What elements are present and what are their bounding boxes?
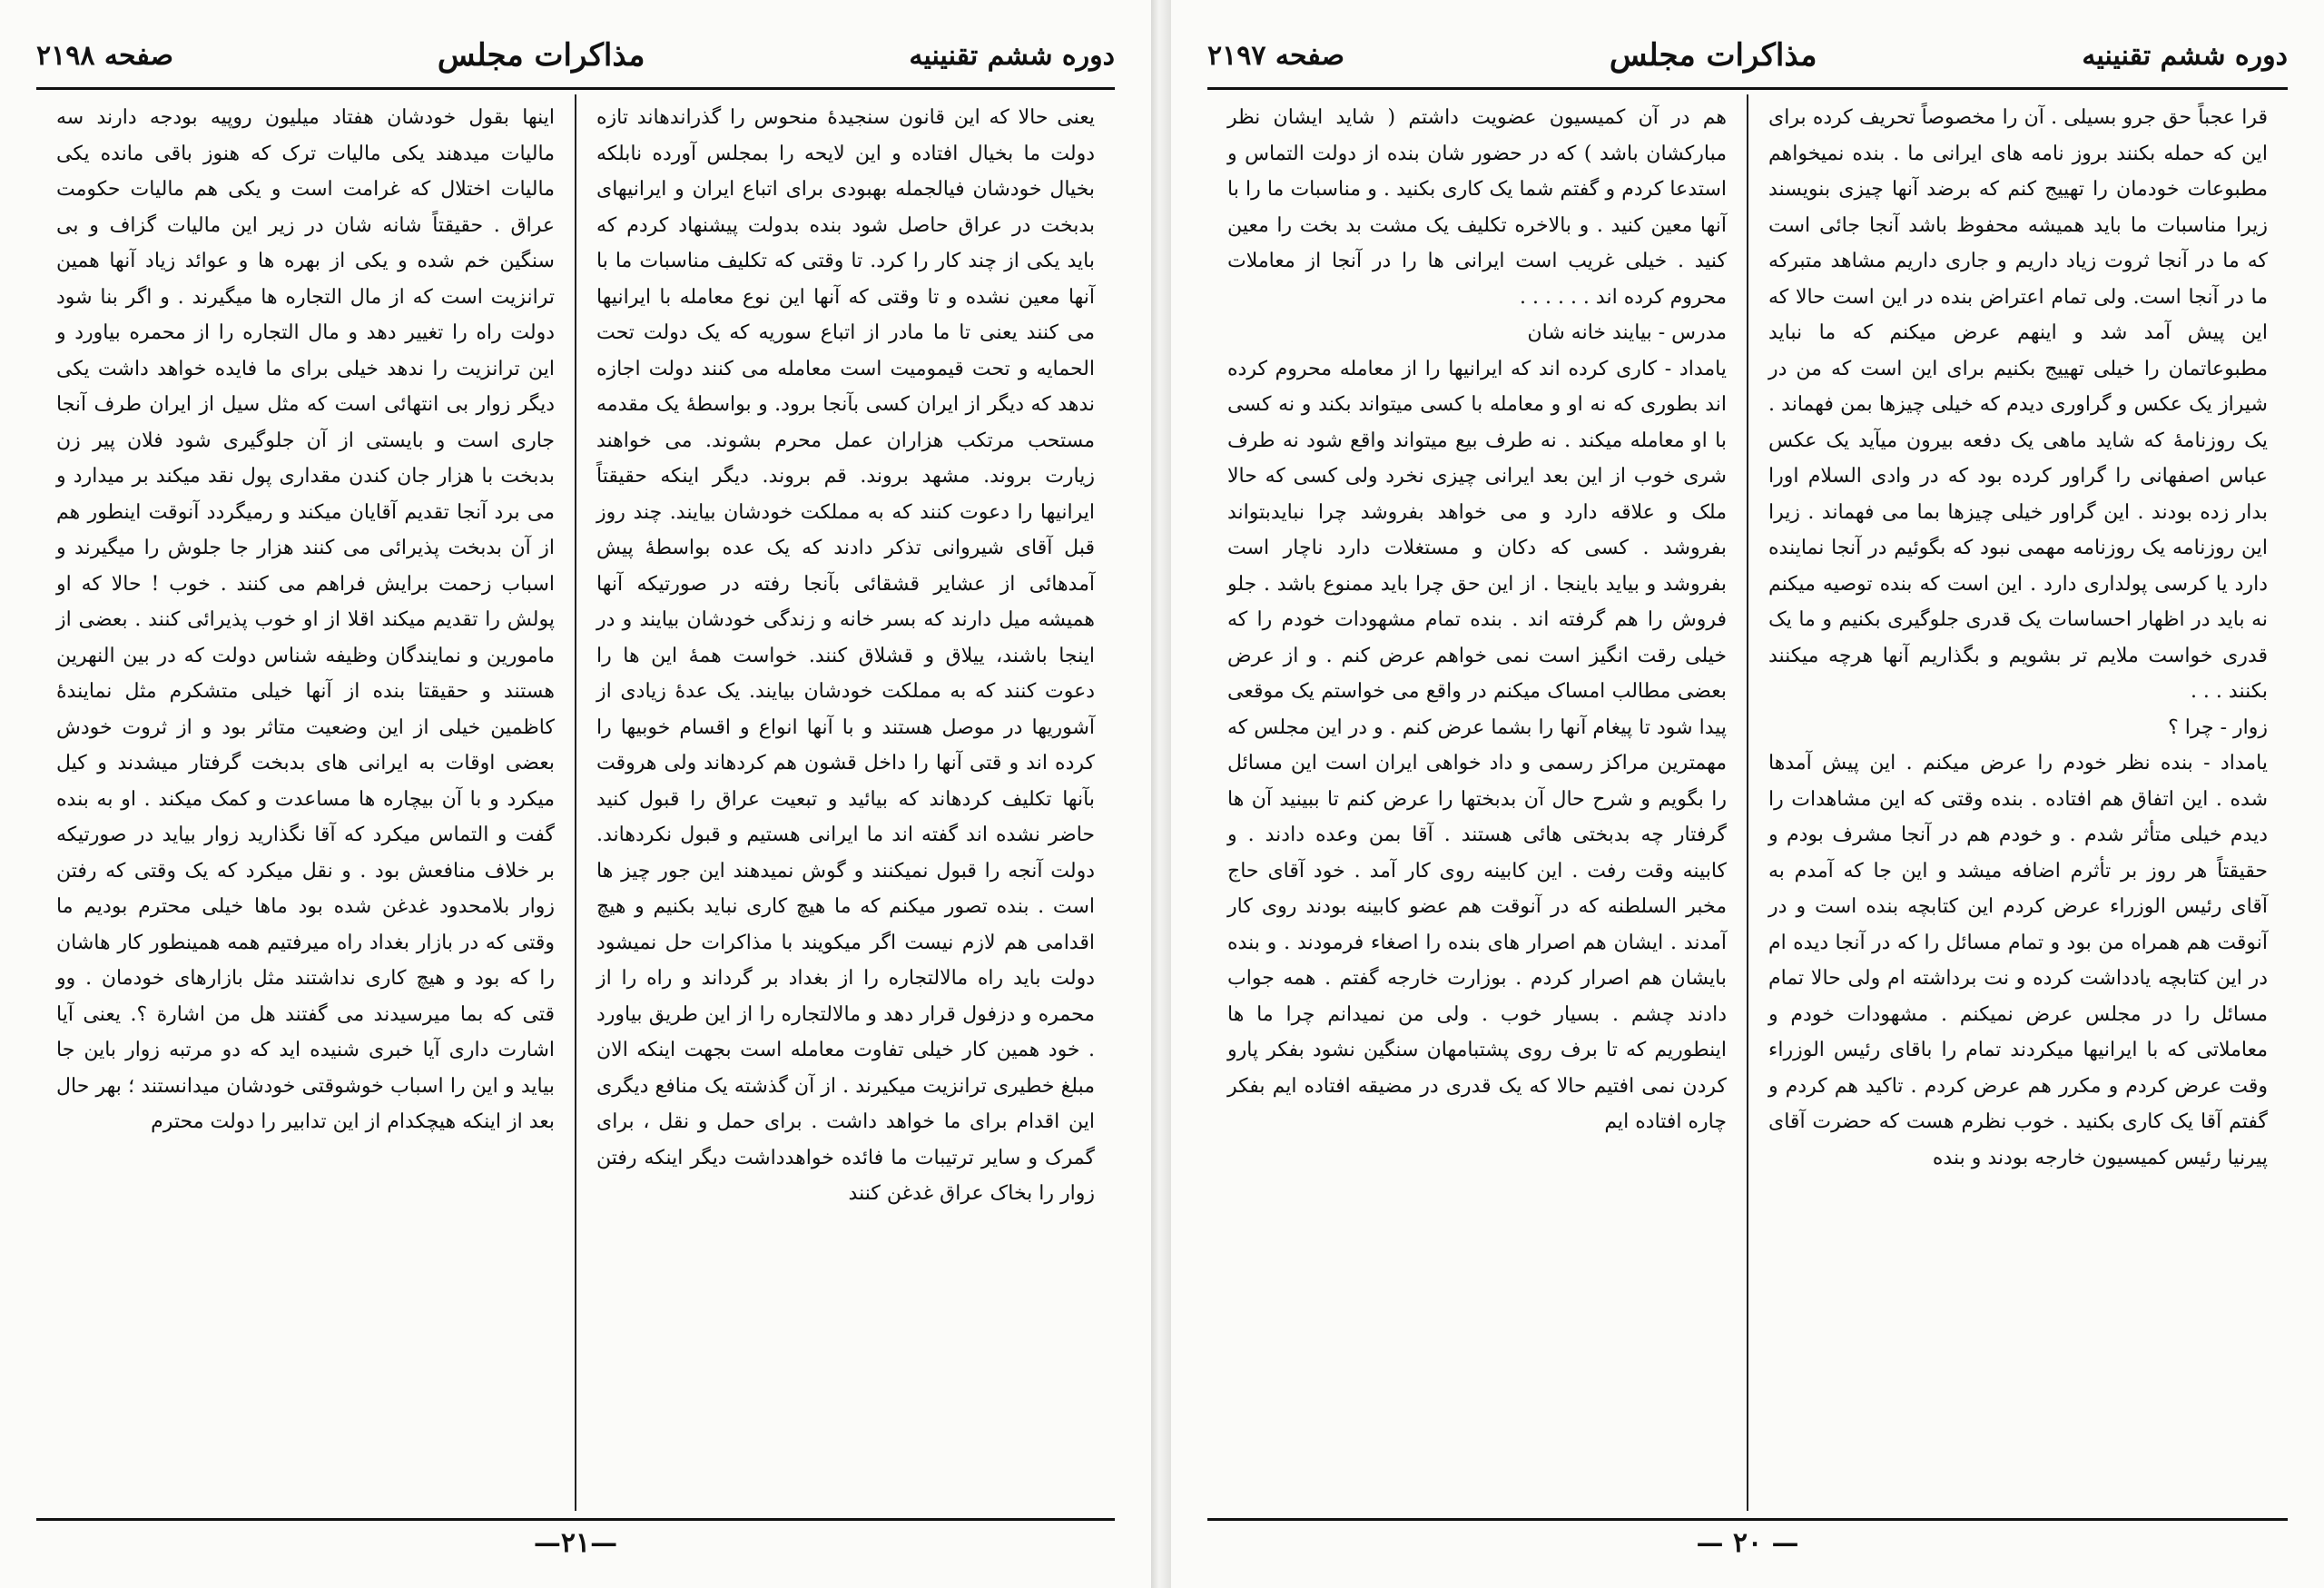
column-text: یعنی حالا که این قانون سنجیدۀ منحوس را گذراندهاند تازه دولت ما بخیال افتاده و این لایحه را بمجلس آورده نابلکه بخیال خودشان فیالجمله بهبودی برای اتباع ایران و ایرانیهای بدبخت در عراق حاصل شود بنده بدولت پیشنهاد کردم که باید یکی از چند کار را کرد. تا وقتی که تکلیف مناسبات ما با آنها معین نشده و تا وقتی که آنها این نوع معامله با ایرانیها می کنند یعنی تا ما مادر از اتباع سوریه که یک دولت تحت الحمایه و تحت قیمومیت است معامله می کنند دولت اجازه ندهد که دیگر از ایران کسی بآنجا برود. و بواسطۀ یک مقدمه مستحب مرتکب هزاران عمل محرم بشوند. می خواهند زیارت بروند. مشهد بروند. قم بروند. دیگر اینکه حقیقتاً ایرانیها را دعوت کنند که به مملکت خودشان بیایند. چند روز قبل آقای شیروانی تذکر دادند که یک عده بواسطۀ پیش آمدهائی از عشایر قشقائی بآنجا رفته در صورتیکه آنها همیشه میل دارند که بسر خانه و زندگی خودشان بیایند و در اینجا باشند، ییلاق و قشلاق کنند. خواست همۀ این ها را دعوت کنند که به مملکت خودشان بیایند. یک عدۀ زیادی از آشوریها در موصل هستند و با آنها انواع و اقسام خوبیها را کرده اند و قتی آنها را داخل قشون هم کردهاند ولی هروقت بآنها تکلیف کردهاند که بیائید و تبعیت عراق را قبول کنید حاضر نشده اند گفته اند ما ایرانی هستیم و قبول نکردهاند. دولت آنجه را قبول نمیکنند و گوش نمیدهند این جور چیز ها است . بنده تصور میکنم که ما هیچ کاری نباید بکنیم و هیچ اقدامی هم لازم نیست اگر میکویند با مذاکرات حل نمیشود دولت باید راه مالالتجاره را از بغداد بر گرداند و راه را از محمره و دزفول قرار دهد و مالالتجاره را از این طریق بیاورد . خود همین کار خیلی تفاوت معامله است بجهت اینکه الان مبلغ خطیری ترانزیت میکیرند . از آن گذشته یک منافع دیگری این اقدام برای ما خواهد داشت . برای حمل و نقل ، برای گمرک و سایر ترتیبات ما فائده خواهدداشت دیگر اینکه رفتن زوار را بخاک عراق غدغن کنند [596,106,1096,1205]
text-column-left [1207,94,1748,1511]
book-gutter [1151,0,1171,1588]
column-text: هم در آن کمیسیون عضویت داشتم ( شاید ایشان نظر مبارکشان باشد ) که در حضور شان بنده از دولت التماس و استدعا کردم و گفتم شما یک کاری بکنید . و مناسبات ما را با آنها معین کنید . و بالاخره تکلیف یک مشت بد بخت را معین کنید . خیلی غریب است ایرانی ها را در آنجا از معاملات محروم کرده اند . . . . . . مدرس - بیایند خانه شان یامداد - کاری کرده اند که ایرانیها را از معامله محروم کرده اند بطوری که نه او و معامله با کسی میتواند بکند و نه کسی با او معامله میکند . نه طرف بیع میتواند واقع شود نه طرف شری خوب از این بعد ایرانی چیزی نخرد ولی کسی که حالا ملک و علاقه دارد و می خواهد بفروشد چرا نبایدبتواند بفروشد . کسی که دکان و مستغلات دارد ناچار است بفروشد و بیاید باینجا . از این حق چرا باید ممنوع باشد . جلو فروش را هم گرفته اند . بنده تمام مشهودات خودم را که خیلی رقت انگیز است نمی خواهم عرض کنم . و از عرض بعضی مطالب امساک میکنم در واقع می خواستم یک موقعی پیدا شود تا پیغام آنها را بشما عرض کنم . و در این مجلس که مهمترین مراکز رسمی و داد خواهی ایران است این مسائل را بگویم و شرح حال آن بدبختها را عرض کنم تا ببینید آن ها گرفتار چه بدبختی هائی هستند . آقا بمن وعده دادند . و کابینه وقت رفت . این کابینه روی کار آمد . خود آقای حاج مخبر السلطنه که در آنوقت هم عضو کابینه بودند روی کار آمدند . ایشان هم اصرار های بنده را اصغاء فرمودند . و بنده بایشان هم اصرار کردم . بوزارت خارجه گفتم . همه جواب دادند چشم . بسیار خوب . ولی من نمیدانم چرا ما ها اینطوریم که تا برف روی پشتبامهان سنگین نشود بفکر پارو کردن نمی افتیم حالا که یک قدری در مضیقه افتاده ایم بفکر چاره افتاده ایم [1227,106,1727,1133]
running-title: مذاکرات مجلس [1609,37,1817,74]
column-text: اینها بقول خودشان هفتاد میلیون روپیه بودجه دارند سه مالیات میدهند یکی مالیات ترک که هنوز باقی مانده یکی مالیات اختلال که غرامت است و یکی هم مالیات حکومت عراق . حقیقتاً شانه شان در زیر این مالیات گزاف و بی سنگین خم شده و یکی از بهره ها و عوائد زیاد آنها همین ترانزیت است که از مال التجاره ها میگیرند . و اگر بنا شود دولت راه را تغییر دهد و مال التجاره را از محمره بیاورد و این ترانزیت را ندهد خیلی برای ما فایده خواهد داشت یکی دیگر زوار بی انتهائی است که مثل سیل از ایران طرف آنجا جاری است و بایستی از آن جلوگیری شود فلان پیر زن بدبخت با هزار جان کندن مقداری پول نقد میکند بر میدارد و می برد آنجا تقدیم آقایان میکند و رمیگردد آنوقت اینطور هم از آن بدبخت پذیرائی می کنند هزار جا جلوش را میگیرند و اسباب زحمت برایش فراهم می کنند . خوب ! حالا که او پولش را تقدیم میکند اقلا از او خوب پذیرائی کنند . بعضی از مامورین و نمایندگان وظیفه شناس دولت که در بین النهرین هستند و حقیقتا بنده از آنها خیلی متشکرم مثل نمایندۀ کاظمین خیلی از این وضعیت متاثر بود و از ثروت خودش بعضی اوقات به ایرانی های بدبخت گرفتار میشدند و کیل میکرد و با آن بیچاره ها مساعدت و کمک میکند . او به بنده گفت و التماس میکرد که آقا نگذارید زوار بیاید در صورتیکه بر خلاف منافعش بود . و نقل میکرد که یک وقتی که رفتن زوار بلامحدود غدغن شده بود ماها خیلی محترم بودیم ما وقتی که در بازار بغداد راه میرفتیم همه همینطور کار هاشان را که بود و هیچ کاری نداشتند مثل بازارهای خودمان . وو قتی که بما میرسیدند می گفتند هل من اشارة ؟. یعنی آیا اشارت داری آیا خبری شنیده اید که دو مرتبه زوار باین جا بیاید و این را اسباب خوشوقتی خودشان میدانستند ؛ بهر حال بعد از اینکه هیچکدام از این تدابیر را دولت محترم [56,106,555,1133]
session-label: دوره ششم تقنینیه [909,39,1115,72]
header-rule [36,87,1115,90]
text-column-left [36,94,576,1511]
header-rule [1207,87,2288,90]
left-page-columns [36,94,1115,1511]
column-text: قرا عجباً حق جرو بسیلی . آن را مخصوصاً تحریف کرده برای این که حمله بکنند بروز نامه های ایرانی ما . بنده نمیخواهم مطبوعات خودمان را تهییج کنم که برضد آنها چیزی بنویسند زیرا مناسبات ما باید همیشه محفوظ باشد آنجا جائی است که ما در آنجا ثروت زیاد داریم و جاری داریم مشاهد متبرکه ما در آنجا است. ولی تمام اعتراض بنده در این است حالا که این پیش آمد شد و اینهم عرض میکنم که ما نباید مطبوعاتمان را خیلی تهییج بکنیم برای این است که من در شیراز یک عکس و گراوری دیدم که خیلی چیزها بمن فهماند . یک روزنامۀ که شاید ماهی یک دفعه بیرون میآید یک عکس عباس اصفهانی را گراور کرده بود که در وادی السلام اورا بدار زده بودند . این گراور خیلی چیزها بما می فهماند . زیرا این روزنامه یک روزنامه مهمی نبود که بگوئیم در آنجا نماینده دارد یا کرسی پولداری دارد . این است که بنده توصیه میکنم نه باید در اظهار احساسات یک قدری جلوگیری بکنیم و ما یک قدری خواست ملایم تر بشویم و بگذاریم آنها هرچه میکنند بکنند . . . زوار - چرا ؟ یامداد - بنده نظر خودم را عرض میکنم . این پیش آمدها شده . این اتفاق هم افتاده . بنده وقتی که این مشاهدات را دیدم خیلی متأثر شدم . و خودم هم در آنجا مشرف بودم و حقیقتاً هر روز بر تأثرم اضافه میشد و این جا که آمدم به آقای رئیس الوزراء عرض کردم این کتابچه بنده است و در آنوقت هم همراه من بود و تمام مسائل را که در آنجا دیده ام در این کتابچه یادداشت کرده و نت برداشته ام ولی حالا تمام مسائل را در مجلس عرض نمیکنم . مشهودات خودم و معاملاتی که با ایرانیها میکردند تمام را باقای رئیس الوزراء وقت عرض کردم و مکرر هم عرض کردم . تاکید هم کردم و گفتم آقا یک کاری بکنید . خوب نظرم هست که حضرت آقای پیرنیا رئیس کمیسیون خارجه بودند و بنده [1768,106,2268,1169]
page-number-label: صفحه ۲۱۹۸ [36,39,173,72]
right-page-columns [1207,94,2288,1511]
folio-number: — ۲۰ — [1696,1527,1799,1559]
footer-rule [36,1518,1115,1521]
text-column-right [1748,94,2288,1511]
folio-number: —۲۱— [533,1527,618,1559]
left-page-header [36,27,1115,84]
footer-rule [1207,1518,2288,1521]
right-page-header [1207,27,2288,84]
text-column-right [576,94,1115,1511]
right-page [1171,0,2324,1588]
left-page [0,0,1151,1588]
page-number-label: صفحه ۲۱۹۷ [1207,39,1344,72]
running-title: مذاکرات مجلس [437,37,645,74]
session-label: دوره ششم تقنینیه [2082,39,2288,72]
